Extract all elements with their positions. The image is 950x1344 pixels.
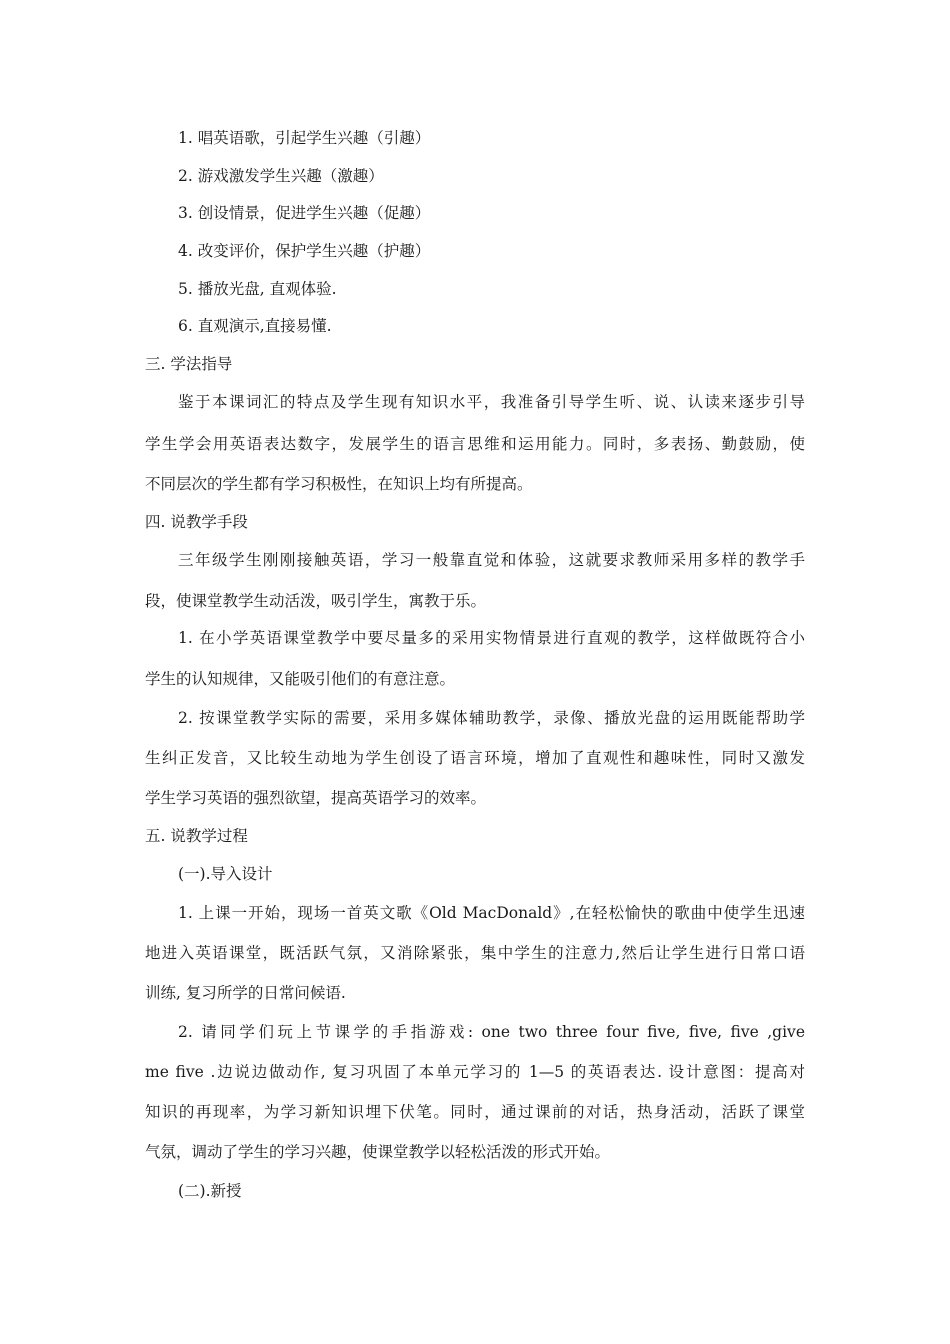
paragraph-line: 训练, 复习所学的日常问候语. [145, 984, 346, 1002]
paragraph-line: me five .边说边做动作, 复习巩固了本单元学习的 1—5 的英语表达. 设计意图：提高对 [145, 1063, 805, 1081]
paragraph-line: 学生的认知规律，又能吸引他们的有意注意。 [145, 670, 456, 688]
paragraph-line: 2. 按课堂教学实际的需要，采用多媒体辅助教学，录像、播放光盘的运用既能帮助学 [178, 709, 805, 727]
paragraph-line: 学生学会用英语表达数字，发展学生的语言思维和运用能力。同时，多表扬、勤鼓励，使 [145, 435, 805, 453]
section-heading-5: 五. 说教学过程 [145, 827, 248, 845]
paragraph-line: 气氛，调动了学生的学习兴趣，使课堂教学以轻松活泼的形式开始。 [145, 1143, 611, 1161]
paragraph-line: 三年级学生刚刚接触英语，学习一般靠直觉和体验，这就要求教师采用多样的教学手 [178, 551, 805, 569]
paragraph-line: 知识的再现率，为学习新知识埋下伏笔。同时，通过课前的对话，热身活动，活跃了课堂 [145, 1103, 805, 1121]
paragraph-line: 生纠正发音，又比较生动地为学生创设了语言环境，增加了直观性和趣味性，同时又激发 [145, 749, 805, 767]
list-item-6: 6. 直观演示,直接易懂. [178, 317, 332, 335]
paragraph-line: 不同层次的学生都有学习积极性，在知识上均有所提高。 [145, 475, 533, 493]
paragraph-line: 学生学习英语的强烈欲望，提高英语学习的效率。 [145, 789, 487, 807]
list-item-1: 1. 唱英语歌，引起学生兴趣（引趣） [178, 129, 431, 147]
subsection-heading-2: (二).新授 [178, 1182, 242, 1200]
paragraph-line: 1. 在小学英语课堂教学中要尽量多的采用实物情景进行直观的教学，这样做既符合小 [178, 629, 805, 647]
paragraph-line: 鉴于本课词汇的特点及学生现有知识水平，我准备引导学生听、说、认读来逐步引导 [178, 393, 805, 411]
list-item-3: 3. 创设情景，促进学生兴趣（促趣） [178, 204, 431, 222]
list-item-2: 2. 游戏激发学生兴趣（激趣） [178, 167, 384, 185]
paragraph-line: 2. 请同学们玩上节课学的手指游戏: one two three four five, five, five ,give [178, 1023, 805, 1041]
paragraph-line: 地进入英语课堂，既活跃气氛，又消除紧张，集中学生的注意力,然后让学生进行日常口语 [145, 944, 805, 962]
subsection-heading-1: (一).导入设计 [178, 865, 273, 883]
list-item-5: 5. 播放光盘, 直观体验. [178, 280, 337, 298]
section-heading-3: 三. 学法指导 [145, 355, 233, 373]
paragraph-line: 1. 上课一开始，现场一首英文歌《Old MacDonald》,在轻松愉快的歌曲中使学生迅速 [178, 904, 805, 922]
section-heading-4: 四. 说教学手段 [145, 513, 248, 531]
list-item-4: 4. 改变评价，保护学生兴趣（护趣） [178, 242, 431, 260]
paragraph-line: 段，使课堂教学生动活泼，吸引学生，寓教于乐。 [145, 592, 487, 610]
